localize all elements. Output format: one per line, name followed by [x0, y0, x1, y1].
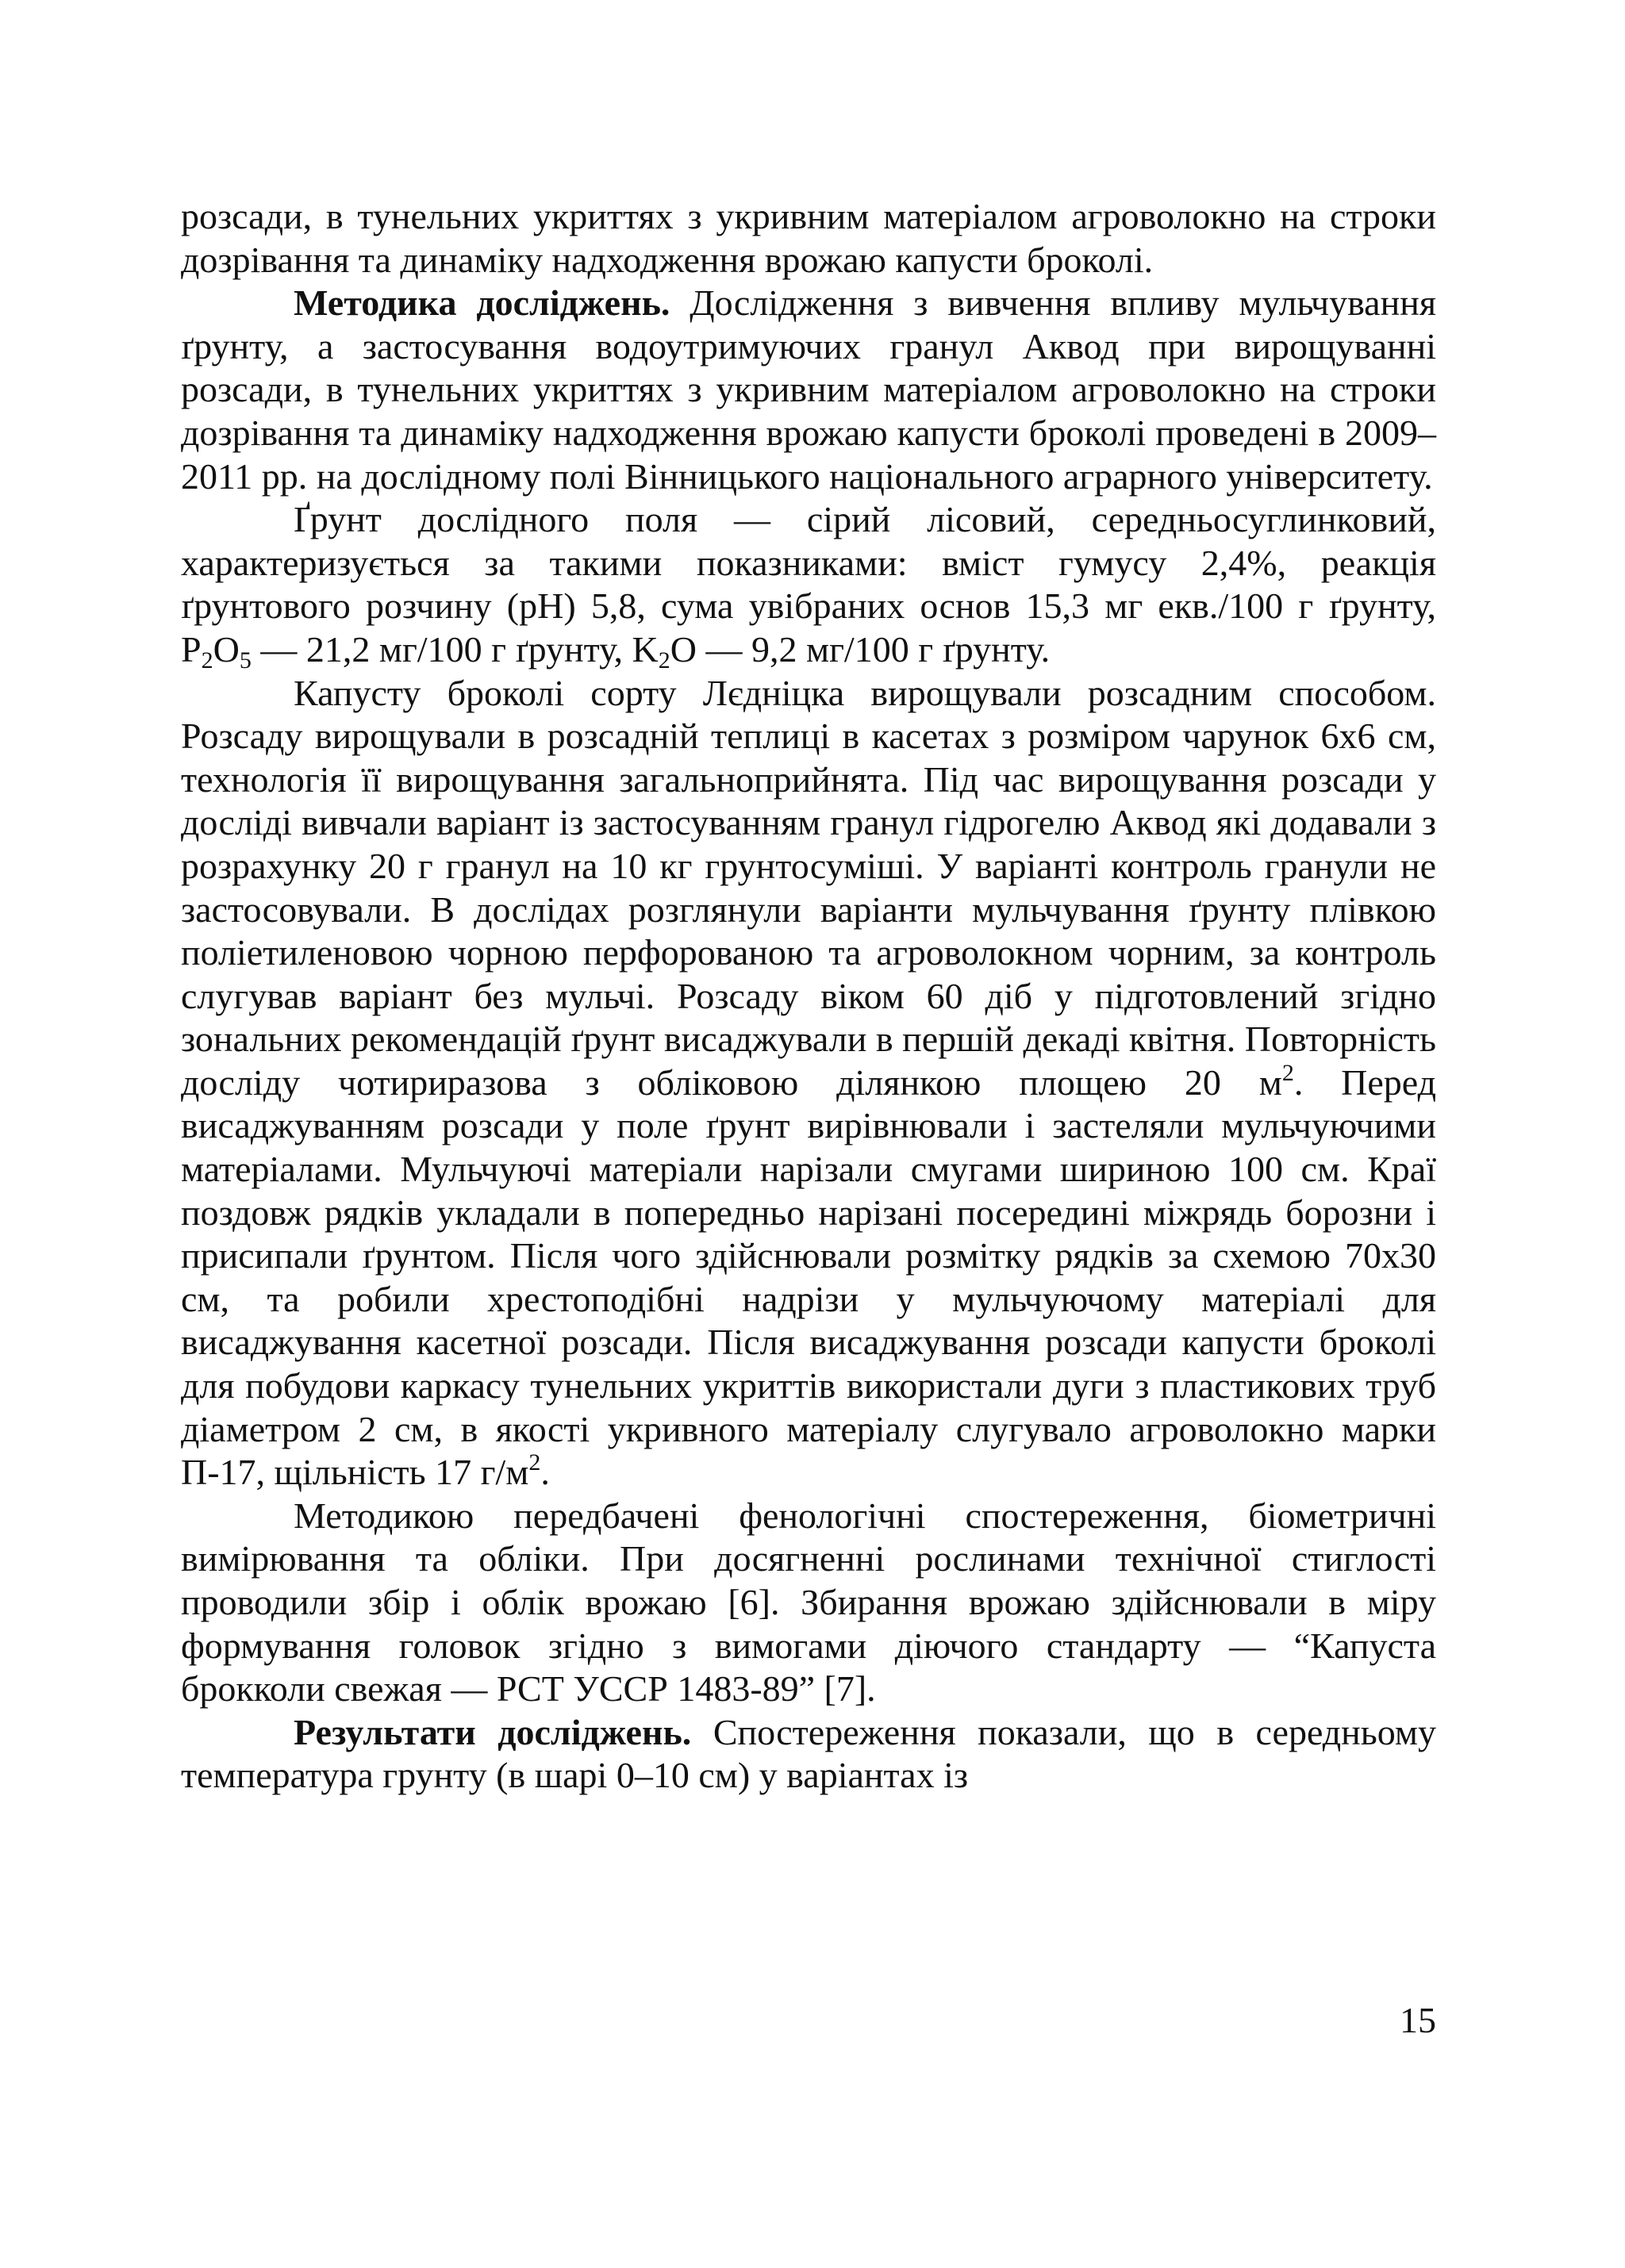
cultivation-text-2: . Перед висаджуванням розсади у поле ґрунт вирівнювали і застеляли мульчуючими матеріалами. Мульчуючі матеріали нарізали смугами шириною 100 см. Краї поздовж рядків укладали в попередньо нарізані посередині міжрядь борозни і присипали ґрунтом. Після чого здійснювали розмітку рядків за схемою 70х30 см, та робили хрестоподібні надрізи у мульчуючому матеріалі для висаджування касетної розсади. Після висаджування розсади капусти броколі для побудови каркасу тунельних укриттів використали дуги з пластикових труб діаметром 2 см, в якості укривного матеріалу слугувало агроволокно марки П-17, щільність 17 г/м — [181, 1061, 1436, 1493]
document-body — [181, 195, 1436, 1798]
subscript: 5 — [239, 647, 252, 673]
results-text: Спостереження показали, що в середньому температура грунту (в шарі 0–10 см) у варіантах із — [181, 1711, 1436, 1796]
section-heading-results: Результати досліджень. — [294, 1711, 692, 1752]
soil-text-3: — 21,2 мг/100 г ґрунту, K — [251, 628, 659, 670]
cultivation-text-3: . — [540, 1452, 550, 1493]
superscript: 2 — [1281, 1059, 1294, 1086]
paragraph-cultivation — [181, 672, 1436, 1495]
soil-text-2: O — [213, 628, 240, 670]
cultivation-text-1: Капусту броколі сорту Лєдніцка вирощували розсадним способом. Розсаду вирощували в розсадній теплиці в касетах з розміром чарунок 6х6 см, технологія її вирощування загальноприйнята. Під час вирощування розсади у досліді вивчали варіант із застосуванням гранул гідрогелю Аквод які додавали з розрахунку 20 г гранул на 10 кг грунтосуміші. У варіанті контроль гранули не застосовували. В дослідах розглянули варіанти мульчування ґрунту плівкою поліетиленовою чорною перфорованою та агроволокном чорним, за контроль слугував варіант без мульчі. Розсаду віком 60 діб у підготовлений згідно зональних рекомендацій ґрунт висаджували в першій декаді квітня. Повторність досліду чотириразова з обліковою ділянкою площею 20 м — [181, 672, 1436, 1103]
subscript: 2 — [658, 647, 670, 673]
paragraph-methodology — [181, 282, 1436, 498]
paragraph-intro-continuation: розсади, в тунельних укриттях з укривним матеріалом агроволокно на строки дозрівання та динаміку надходження врожаю капусти броколі. — [181, 196, 1436, 280]
subscript: 2 — [201, 647, 213, 673]
methodology-text: Дослідження з вивчення впливу мульчування ґрунту, а застосування водоутримуючих гранул Аквод при вирощуванні розсади, в тунельних укриттях з укривним матеріалом агроволокно на строки дозрівання та динаміку надходження врожаю капусти броколі проведені в 2009–2011 рр. на дослідному полі Вінницького національного аграрного університету. — [181, 282, 1436, 497]
page-number: 15 — [1400, 2000, 1436, 2040]
soil-text-1: Ґрунт дослідного поля — сірий лісовий, середньосуглинковий, характеризується за такими показниками: вміст гумусу 2,4%, реакція ґрунтового розчину (pH) 5,8, сума увібраних основ 15,3 мг екв./100 г ґрунту, P — [181, 499, 1436, 670]
section-heading-methodology: Методика досліджень. — [294, 282, 670, 324]
paragraph-observations: Методикою передбачені фенологічні спостереження, біометричні вимірювання та обліки. При досягненні рослинами технічної стиглості проводили збір і облік врожаю [6]. Збирання врожаю здійснювали в міру формування головок згідно з вимогами діючого стандарту — “Капуста брокколи свежая — РСТ УССР 1483-89” [7]. — [181, 1495, 1436, 1710]
paragraph-soil — [181, 498, 1436, 671]
superscript: 2 — [528, 1449, 541, 1476]
soil-text-4: O — 9,2 мг/100 г ґрунту. — [670, 628, 1051, 670]
paragraph-results — [181, 1711, 1436, 1798]
